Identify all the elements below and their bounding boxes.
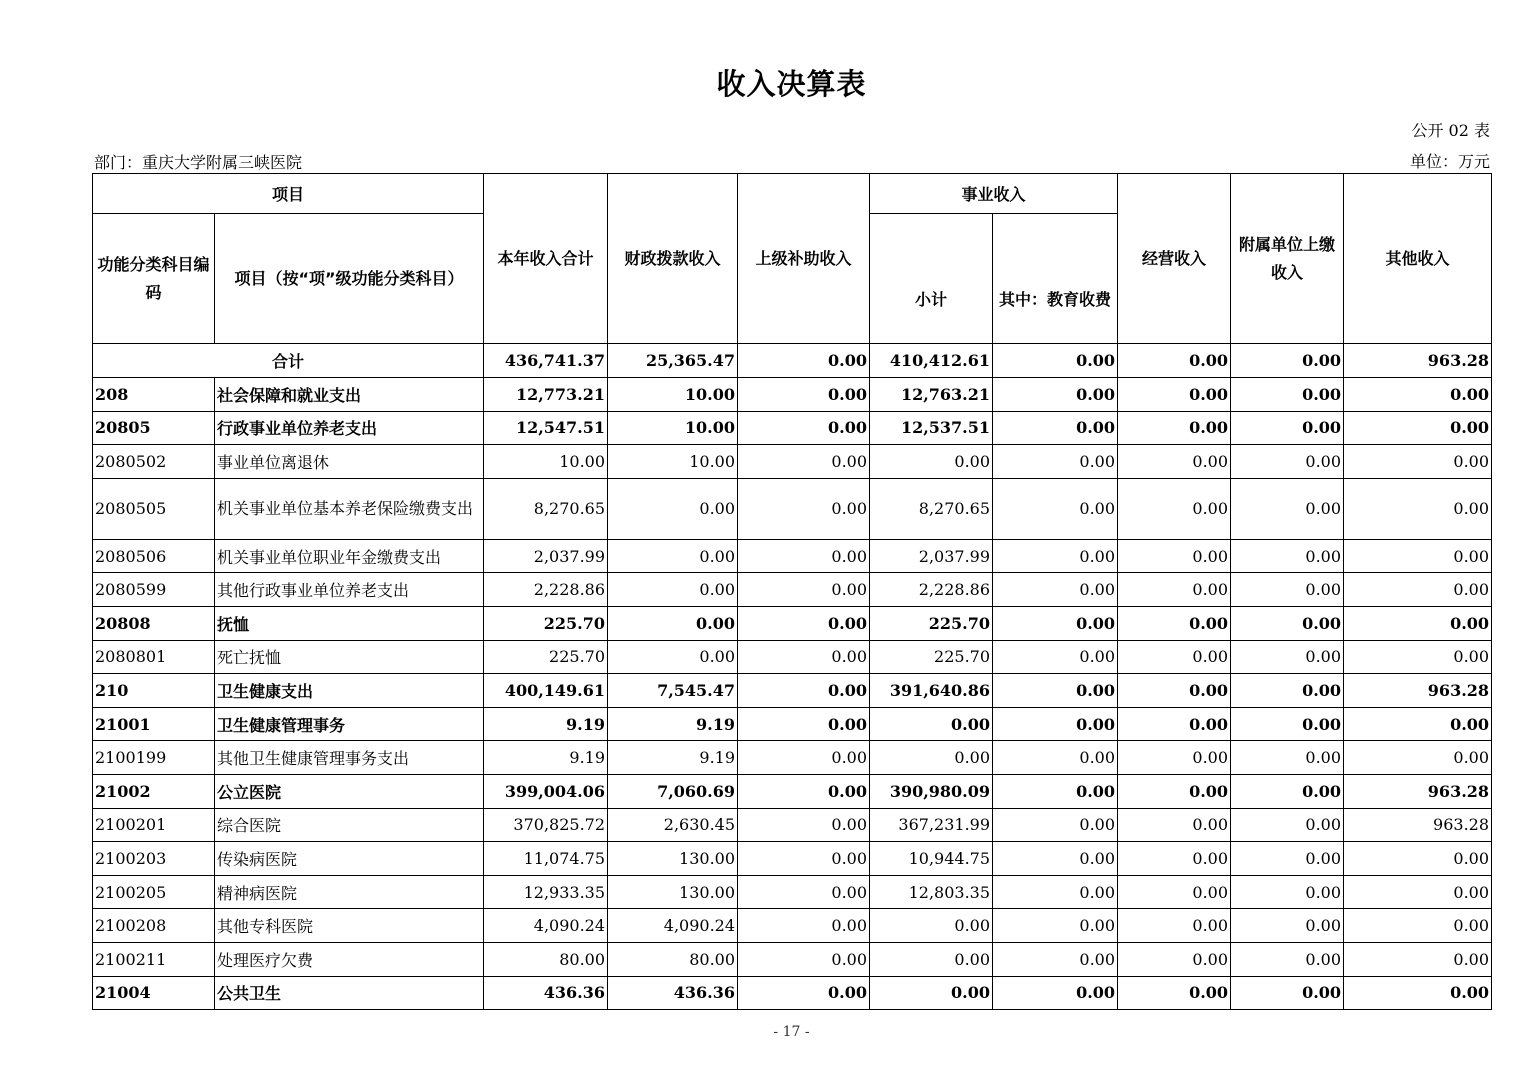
amount-cell: 2,228.86 bbox=[870, 573, 993, 607]
amount-cell: 0.00 bbox=[993, 875, 1118, 909]
amount-cell: 10,944.75 bbox=[870, 842, 993, 876]
amount-cell: 0.00 bbox=[1231, 445, 1344, 479]
project-name-cell: 其他专科医院 bbox=[215, 909, 484, 943]
amount-cell: 0.00 bbox=[1344, 573, 1492, 607]
amount-cell: 963.28 bbox=[1344, 774, 1492, 808]
table-row bbox=[93, 478, 1492, 539]
func-code-cell: 21004 bbox=[93, 976, 215, 1010]
amount-cell: 12,547.51 bbox=[484, 411, 608, 445]
amount-cell: 7,545.47 bbox=[608, 674, 738, 708]
amount-cell: 0.00 bbox=[1118, 976, 1231, 1010]
header-superior: 上级补助收入 bbox=[738, 174, 870, 344]
amount-cell: 370,825.72 bbox=[484, 808, 608, 842]
table-row bbox=[93, 976, 1492, 1010]
func-code-cell: 20808 bbox=[93, 606, 215, 640]
amount-cell: 4,090.24 bbox=[484, 909, 608, 943]
amount-cell: 0.00 bbox=[738, 478, 870, 539]
func-code-cell: 2100205 bbox=[93, 875, 215, 909]
func-code-cell: 21001 bbox=[93, 707, 215, 741]
total-label: 合计 bbox=[93, 344, 484, 378]
amount-cell: 0.00 bbox=[1344, 909, 1492, 943]
table-row bbox=[93, 942, 1492, 976]
amount-cell: 963.28 bbox=[1344, 674, 1492, 708]
amount-cell: 0.00 bbox=[738, 842, 870, 876]
amount-cell: 0.00 bbox=[870, 445, 993, 479]
amount-cell: 130.00 bbox=[608, 875, 738, 909]
project-name-cell: 事业单位离退休 bbox=[215, 445, 484, 479]
amount-cell: 0.00 bbox=[1231, 640, 1344, 674]
amount-cell: 0.00 bbox=[1118, 573, 1231, 607]
amount-cell: 0.00 bbox=[1118, 411, 1231, 445]
amount-cell: 436.36 bbox=[608, 976, 738, 1010]
table-body bbox=[93, 344, 1492, 1010]
table-row bbox=[93, 445, 1492, 479]
table-row bbox=[93, 674, 1492, 708]
amount-cell: 2,228.86 bbox=[484, 573, 608, 607]
amount-cell: 0.00 bbox=[1118, 942, 1231, 976]
amount-cell: 2,630.45 bbox=[608, 808, 738, 842]
amount-cell: 0.00 bbox=[1118, 674, 1231, 708]
header-func-code: 功能分类科目编码 bbox=[93, 214, 215, 344]
amount-cell: 0.00 bbox=[870, 741, 993, 775]
amount-cell: 0.00 bbox=[738, 942, 870, 976]
amount-cell: 10.00 bbox=[608, 378, 738, 412]
project-name-cell: 卫生健康支出 bbox=[215, 674, 484, 708]
table-row bbox=[93, 640, 1492, 674]
amount-cell: 0.00 bbox=[1118, 707, 1231, 741]
amount-cell: 4,090.24 bbox=[608, 909, 738, 943]
amount-cell: 0.00 bbox=[1231, 573, 1344, 607]
amount-cell: 225.70 bbox=[870, 606, 993, 640]
amount-cell: 0.00 bbox=[1231, 976, 1344, 1010]
amount-cell: 0.00 bbox=[993, 707, 1118, 741]
func-code-cell: 208 bbox=[93, 378, 215, 412]
table-row bbox=[93, 573, 1492, 607]
amount-cell: 7,060.69 bbox=[608, 774, 738, 808]
amount-cell: 0.00 bbox=[738, 909, 870, 943]
amount-cell: 0.00 bbox=[738, 674, 870, 708]
amount-cell: 0.00 bbox=[1231, 707, 1344, 741]
header-total-income: 本年收入合计 bbox=[484, 174, 608, 344]
project-name-cell: 综合医院 bbox=[215, 808, 484, 842]
amount-cell: 0.00 bbox=[870, 707, 993, 741]
project-name-cell: 机关事业单位基本养老保险缴费支出 bbox=[215, 478, 484, 539]
table-row bbox=[93, 875, 1492, 909]
amount-cell: 0.00 bbox=[993, 909, 1118, 943]
amount-cell: 0.00 bbox=[1231, 378, 1344, 412]
func-code-cell: 21002 bbox=[93, 774, 215, 808]
table-row bbox=[93, 842, 1492, 876]
amount-cell: 0.00 bbox=[1344, 445, 1492, 479]
department-label: 部门：重庆大学附属三峡医院 bbox=[94, 153, 303, 172]
amount-cell: 0.00 bbox=[1118, 808, 1231, 842]
amount-cell: 0.00 bbox=[993, 741, 1118, 775]
amount-cell: 0.00 bbox=[1344, 478, 1492, 539]
amount-cell: 0.00 bbox=[608, 478, 738, 539]
project-name-cell: 其他行政事业单位养老支出 bbox=[215, 573, 484, 607]
amount-cell: 0.00 bbox=[738, 606, 870, 640]
header-project-name: 项目（按“项”级功能分类科目） bbox=[215, 214, 484, 344]
amount-cell: 0.00 bbox=[993, 411, 1118, 445]
amount-cell: 0.00 bbox=[738, 445, 870, 479]
amount-cell: 0.00 bbox=[1118, 875, 1231, 909]
amount-cell: 9.19 bbox=[484, 741, 608, 775]
amount-cell: 8,270.65 bbox=[484, 478, 608, 539]
header-fiscal: 财政拨款收入 bbox=[608, 174, 738, 344]
header-operating: 经营收入 bbox=[1118, 174, 1231, 344]
amount-cell: 0.00 bbox=[993, 539, 1118, 573]
amount-cell: 0.00 bbox=[1231, 774, 1344, 808]
amount-cell: 0.00 bbox=[1344, 640, 1492, 674]
amount-cell: 0.00 bbox=[870, 976, 993, 1010]
func-code-cell: 2080506 bbox=[93, 539, 215, 573]
amount-cell: 0.00 bbox=[738, 411, 870, 445]
total-row bbox=[93, 344, 1492, 378]
amount-cell: 0.00 bbox=[993, 976, 1118, 1010]
table-row bbox=[93, 741, 1492, 775]
amount-cell: 2,037.99 bbox=[870, 539, 993, 573]
amount-cell: 0.00 bbox=[1344, 539, 1492, 573]
amount-cell: 10.00 bbox=[608, 445, 738, 479]
project-name-cell: 死亡抚恤 bbox=[215, 640, 484, 674]
amount-cell: 0.00 bbox=[738, 573, 870, 607]
header-other: 其他收入 bbox=[1344, 174, 1492, 344]
total-cell: 410,412.61 bbox=[870, 344, 993, 378]
amount-cell: 8,270.65 bbox=[870, 478, 993, 539]
amount-cell: 0.00 bbox=[993, 640, 1118, 674]
project-name-cell: 其他卫生健康管理事务支出 bbox=[215, 741, 484, 775]
amount-cell: 399,004.06 bbox=[484, 774, 608, 808]
func-code-cell: 2100203 bbox=[93, 842, 215, 876]
table-row bbox=[93, 411, 1492, 445]
header-subtotal: 小计 bbox=[870, 214, 993, 344]
amount-cell: 391,640.86 bbox=[870, 674, 993, 708]
header-education: 其中：教育收费 bbox=[993, 214, 1118, 344]
amount-cell: 0.00 bbox=[1344, 411, 1492, 445]
amount-cell: 436.36 bbox=[484, 976, 608, 1010]
func-code-cell: 2080599 bbox=[93, 573, 215, 607]
amount-cell: 0.00 bbox=[738, 378, 870, 412]
amount-cell: 0.00 bbox=[1344, 942, 1492, 976]
project-name-cell: 公立医院 bbox=[215, 774, 484, 808]
amount-cell: 0.00 bbox=[1118, 606, 1231, 640]
amount-cell: 225.70 bbox=[484, 606, 608, 640]
project-name-cell: 精神病医院 bbox=[215, 875, 484, 909]
amount-cell: 0.00 bbox=[993, 842, 1118, 876]
amount-cell: 0.00 bbox=[993, 606, 1118, 640]
amount-cell: 0.00 bbox=[993, 573, 1118, 607]
amount-cell: 0.00 bbox=[738, 741, 870, 775]
amount-cell: 80.00 bbox=[608, 942, 738, 976]
table-row bbox=[93, 774, 1492, 808]
total-cell: 436,741.37 bbox=[484, 344, 608, 378]
amount-cell: 0.00 bbox=[1344, 976, 1492, 1010]
amount-cell: 0.00 bbox=[738, 808, 870, 842]
header-affiliated: 附属单位上缴收入 bbox=[1231, 174, 1344, 344]
amount-cell: 9.19 bbox=[608, 741, 738, 775]
amount-cell: 0.00 bbox=[738, 707, 870, 741]
total-cell: 0.00 bbox=[738, 344, 870, 378]
project-name-cell: 抚恤 bbox=[215, 606, 484, 640]
table-row bbox=[93, 378, 1492, 412]
amount-cell: 0.00 bbox=[1118, 478, 1231, 539]
table-row bbox=[93, 707, 1492, 741]
amount-cell: 0.00 bbox=[1344, 707, 1492, 741]
amount-cell: 0.00 bbox=[738, 774, 870, 808]
table-row bbox=[93, 606, 1492, 640]
amount-cell: 0.00 bbox=[1118, 445, 1231, 479]
func-code-cell: 2100199 bbox=[93, 741, 215, 775]
amount-cell: 0.00 bbox=[1118, 741, 1231, 775]
func-code-cell: 2100201 bbox=[93, 808, 215, 842]
amount-cell: 0.00 bbox=[1344, 606, 1492, 640]
amount-cell: 2,037.99 bbox=[484, 539, 608, 573]
amount-cell: 0.00 bbox=[1344, 842, 1492, 876]
amount-cell: 0.00 bbox=[1231, 539, 1344, 573]
total-cell: 25,365.47 bbox=[608, 344, 738, 378]
amount-cell: 0.00 bbox=[1118, 539, 1231, 573]
amount-cell: 0.00 bbox=[1231, 478, 1344, 539]
project-name-cell: 卫生健康管理事务 bbox=[215, 707, 484, 741]
total-cell: 0.00 bbox=[1231, 344, 1344, 378]
amount-cell: 0.00 bbox=[738, 640, 870, 674]
amount-cell: 0.00 bbox=[1118, 842, 1231, 876]
amount-cell: 10.00 bbox=[484, 445, 608, 479]
table-row bbox=[93, 909, 1492, 943]
amount-cell: 0.00 bbox=[608, 539, 738, 573]
amount-cell: 0.00 bbox=[738, 875, 870, 909]
amount-cell: 0.00 bbox=[1231, 909, 1344, 943]
func-code-cell: 20805 bbox=[93, 411, 215, 445]
amount-cell: 0.00 bbox=[1231, 808, 1344, 842]
amount-cell: 12,933.35 bbox=[484, 875, 608, 909]
amount-cell: 0.00 bbox=[993, 774, 1118, 808]
amount-cell: 0.00 bbox=[1118, 909, 1231, 943]
amount-cell: 0.00 bbox=[993, 478, 1118, 539]
amount-cell: 0.00 bbox=[993, 808, 1118, 842]
amount-cell: 0.00 bbox=[738, 976, 870, 1010]
amount-cell: 0.00 bbox=[1118, 378, 1231, 412]
project-name-cell: 社会保障和就业支出 bbox=[215, 378, 484, 412]
func-code-cell: 2080801 bbox=[93, 640, 215, 674]
amount-cell: 0.00 bbox=[1231, 674, 1344, 708]
amount-cell: 400,149.61 bbox=[484, 674, 608, 708]
amount-cell: 80.00 bbox=[484, 942, 608, 976]
amount-cell: 0.00 bbox=[1231, 942, 1344, 976]
income-table bbox=[92, 173, 1492, 1010]
total-cell: 0.00 bbox=[1118, 344, 1231, 378]
amount-cell: 11,074.75 bbox=[484, 842, 608, 876]
amount-cell: 0.00 bbox=[1231, 741, 1344, 775]
project-name-cell: 机关事业单位职业年金缴费支出 bbox=[215, 539, 484, 573]
amount-cell: 12,773.21 bbox=[484, 378, 608, 412]
amount-cell: 0.00 bbox=[1231, 606, 1344, 640]
unit-label: 单位：万元 bbox=[1409, 152, 1490, 171]
header-business-income: 事业收入 bbox=[870, 174, 1118, 214]
amount-cell: 225.70 bbox=[870, 640, 993, 674]
total-cell: 963.28 bbox=[1344, 344, 1492, 378]
amount-cell: 0.00 bbox=[993, 378, 1118, 412]
func-code-cell: 2080505 bbox=[93, 478, 215, 539]
amount-cell: 0.00 bbox=[1231, 411, 1344, 445]
func-code-cell: 2100211 bbox=[93, 942, 215, 976]
amount-cell: 12,803.35 bbox=[870, 875, 993, 909]
amount-cell: 963.28 bbox=[1344, 808, 1492, 842]
project-name-cell: 公共卫生 bbox=[215, 976, 484, 1010]
total-cell: 0.00 bbox=[993, 344, 1118, 378]
project-name-cell: 传染病医院 bbox=[215, 842, 484, 876]
amount-cell: 12,537.51 bbox=[870, 411, 993, 445]
table-header bbox=[93, 174, 1492, 344]
project-name-cell: 行政事业单位养老支出 bbox=[215, 411, 484, 445]
amount-cell: 0.00 bbox=[1344, 378, 1492, 412]
page-number: - 17 - bbox=[773, 1024, 810, 1040]
amount-cell: 0.00 bbox=[870, 942, 993, 976]
amount-cell: 12,763.21 bbox=[870, 378, 993, 412]
func-code-cell: 2100208 bbox=[93, 909, 215, 943]
amount-cell: 9.19 bbox=[608, 707, 738, 741]
page-title: 收入决算表 bbox=[716, 67, 867, 101]
amount-cell: 0.00 bbox=[1231, 842, 1344, 876]
amount-cell: 0.00 bbox=[870, 909, 993, 943]
amount-cell: 0.00 bbox=[1118, 640, 1231, 674]
table-row bbox=[93, 808, 1492, 842]
amount-cell: 0.00 bbox=[1344, 875, 1492, 909]
form-number: 公开 02 表 bbox=[1411, 121, 1490, 140]
table-row bbox=[93, 539, 1492, 573]
amount-cell: 225.70 bbox=[484, 640, 608, 674]
project-name-cell: 处理医疗欠费 bbox=[215, 942, 484, 976]
header-project: 项目 bbox=[93, 174, 484, 214]
amount-cell: 10.00 bbox=[608, 411, 738, 445]
amount-cell: 0.00 bbox=[993, 942, 1118, 976]
amount-cell: 0.00 bbox=[608, 573, 738, 607]
amount-cell: 0.00 bbox=[993, 674, 1118, 708]
func-code-cell: 2080502 bbox=[93, 445, 215, 479]
amount-cell: 390,980.09 bbox=[870, 774, 993, 808]
amount-cell: 367,231.99 bbox=[870, 808, 993, 842]
amount-cell: 0.00 bbox=[993, 445, 1118, 479]
amount-cell: 0.00 bbox=[1344, 741, 1492, 775]
func-code-cell: 210 bbox=[93, 674, 215, 708]
amount-cell: 0.00 bbox=[608, 606, 738, 640]
amount-cell: 0.00 bbox=[1231, 875, 1344, 909]
amount-cell: 9.19 bbox=[484, 707, 608, 741]
amount-cell: 0.00 bbox=[738, 539, 870, 573]
amount-cell: 130.00 bbox=[608, 842, 738, 876]
amount-cell: 0.00 bbox=[1118, 774, 1231, 808]
amount-cell: 0.00 bbox=[608, 640, 738, 674]
